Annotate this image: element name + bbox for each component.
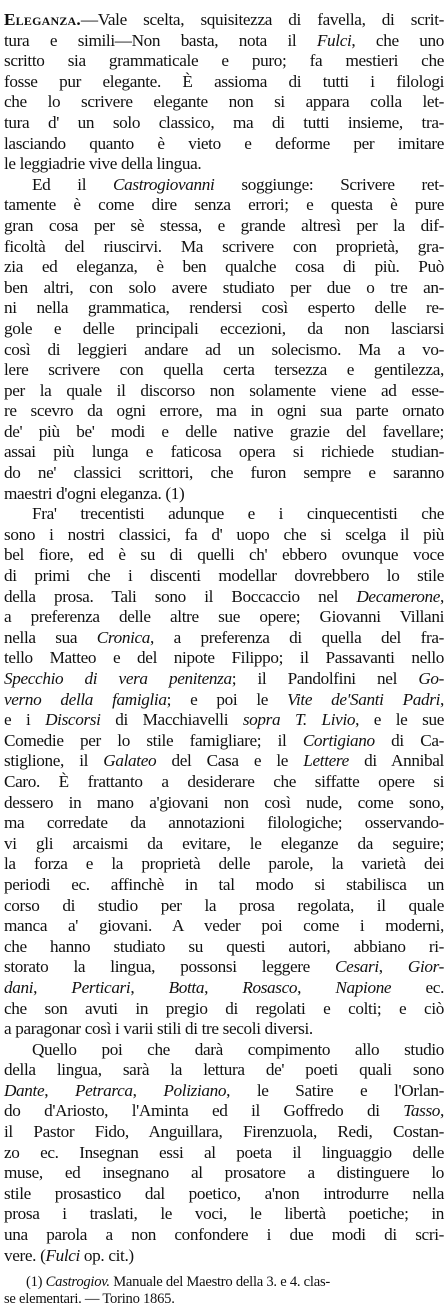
- text-line: così di leggieri andare ad un solecismo. Ma a vo-: [4, 339, 444, 359]
- text-line: Ed il Castrogiovanni soggiunge: Scrivere ret-: [32, 174, 445, 194]
- text-line: stiglione, il Galateo del Casa e le Lettere di Annibal: [4, 751, 444, 771]
- text-line: do d'Ariosto, l'Aminta ed il Goffredo di Tasso,: [4, 1101, 444, 1121]
- text-line: storato la lingua, possonsi leggere Cesari, Gior-: [4, 957, 444, 977]
- entry-eleganza: [4, 10, 444, 175]
- text-line: tura d' un solo classico, ma di tutti insieme, tra-: [4, 112, 444, 132]
- text-line: la forza e la proprietà delle parole, la varietà dei: [4, 854, 444, 874]
- text-line: di primi che i discenti modellar dovrebbero lo stile: [4, 566, 444, 586]
- paragraph-castrogiovanni: [4, 175, 444, 505]
- text-line: tello Matteo e del nipote Filippo; il Passavanti nello: [4, 648, 444, 668]
- text-line: che son avuti in pregio di regolati e colti; e ciò: [4, 998, 444, 1018]
- text-line: fosse pur elegante. È assioma di tutti i filologi: [4, 71, 444, 91]
- text-line: maestri d'ogni eleganza. (1): [4, 483, 185, 503]
- text-line: che lo scrivere elegante non si appara colla let-: [4, 92, 444, 112]
- paragraph-trecentisti: [4, 504, 444, 1039]
- text-line: Eleganza.—Vale scelta, squisitezza di favella, di scrit-: [4, 10, 444, 29]
- text-line: Caro. È frattanto a desiderare che siffatte opere si: [4, 771, 444, 791]
- text-line: Comedie per lo stile famigliare; il Cortigiano di Ca-: [4, 730, 444, 750]
- paragraph-poeti: [4, 1040, 444, 1267]
- text-line: che hanno studiato su questi autori, abbiano ri-: [4, 936, 444, 956]
- text-line: della prosa. Tali sono il Boccaccio nel Decamerone,: [4, 586, 444, 606]
- text-line: Specchio di vera penitenza; il Pandolfini nel Go-: [4, 669, 445, 688]
- footnote-line: se elementari. — Torino 1865.: [4, 1291, 175, 1308]
- text-line: della lingua, sarà la lettura de' poeti quali sono: [4, 1060, 444, 1080]
- text-line: il Pastor Fido, Anguillara, Firenzuola, Redi, Costan-: [4, 1122, 444, 1142]
- footnote: [4, 1274, 444, 1308]
- text-line: a paragonar così i varii stili di tre secoli diversi.: [4, 1019, 313, 1039]
- footnote-line: (1) Castrogiov. Manuale del Maestro della 3. e 4. clas-: [26, 1274, 330, 1291]
- text-line: a preferenza delle altre sue opere; Giovanni Villani: [4, 607, 444, 627]
- text-line: verno della famiglia; e poi le Vite de'Santi Padri,: [4, 689, 444, 709]
- text-line: dani, Perticari, Botta, Rosasco, Napione ec.: [4, 977, 445, 997]
- text-line: lere scrivere con quella certa tersezza e gentilezza,: [4, 360, 444, 380]
- text-line: bel fiore, ed è su di quelli ch' ebbero ovunque voce: [4, 545, 444, 565]
- text-line: Dante, Petrarca, Poliziano, le Satire e l'Orlan-: [4, 1080, 445, 1100]
- text-line: vere. (Fulci op. cit.): [4, 1245, 134, 1265]
- text-line: per la quale il discorso non solamente viene ad esse-: [4, 380, 444, 400]
- text-line: prosa i traslati, le voci, le libertà poetiche; in: [4, 1204, 444, 1224]
- text-line: muse, ed insegnano al prosatore a distinguere lo: [4, 1163, 444, 1183]
- text-line: ben altri, con solo avere studiato per due o tre an-: [4, 277, 444, 297]
- text-line: ni nella grammatica, rendersi così esperto delle re-: [4, 298, 444, 318]
- text-line: ficoltà del riuscirvi. Ma scrivere con proprietà, gra-: [4, 236, 444, 256]
- text-line: periodi ec. affinchè in tal modo si stabilisca un: [4, 874, 444, 894]
- text-line: zia ed eleganza, è ben qualche cosa di più. Può: [4, 257, 444, 277]
- text-line: tamente è come dire senza errori; e questa è pure: [4, 195, 444, 215]
- text-line: corso di studio per la prosa regolata, il quale: [4, 895, 444, 915]
- text-line: lasciando quanto è vieto e deforme per imitare: [4, 133, 444, 153]
- text-line: gole e delle principali eccezioni, da non lasciarsi: [4, 318, 444, 338]
- text-line: Quello poi che darà compimento allo studio: [32, 1039, 444, 1059]
- text-line: scritto sia grammaticale e puro; fa mestieri che: [4, 51, 444, 71]
- text-line: una parola a non confondere i due modi di scri-: [4, 1225, 444, 1245]
- text-line: do ne' classici scrittori, che furon sempre e saranno: [4, 463, 444, 483]
- text-line: nella sua Cronica, a preferenza di quella del fra-: [4, 627, 444, 647]
- text-line: vi gli arcaismi da evitare, le eleganze da seguire;: [4, 833, 444, 853]
- text-line: gran cosa per sè stessa, e grande altresì per la dif-: [4, 215, 444, 235]
- text-line: tura e simili—Non basta, nota il Fulci, che uno: [4, 30, 444, 50]
- text-line: dessero in mano a'giovani non così nude, come sono,: [4, 792, 444, 812]
- text-line: sono i nostri classici, fa d' uopo che si scelga il più: [4, 524, 444, 544]
- text-line: re scevro da ogni errore, ma in ogni sua parte ornato: [4, 401, 444, 421]
- text-line: ma corredate da annotazioni filologiche; osservando-: [4, 813, 444, 833]
- text-line: manca a' giovani. A veder poi come i moderni,: [4, 916, 444, 936]
- text-line: stile prosastico dal poetico, a'non introdurre nella: [4, 1183, 444, 1203]
- text-line: le leggiadrie vive della lingua.: [4, 154, 202, 174]
- text-line: zo ec. Insegnan essi al poeta il linguaggio delle: [4, 1142, 444, 1162]
- text-line: de' più be' modi e delle native grazie del favellare;: [4, 421, 444, 441]
- headword: Eleganza.: [4, 10, 81, 29]
- text-line: e i Discorsi di Macchiavelli sopra T. Livio, e le sue: [4, 710, 444, 730]
- text-line: assai più lunga e faticosa opera si richiede studian-: [4, 442, 444, 462]
- text-line: Fra' trecentisti adunque e i cinquecentisti che: [32, 504, 444, 524]
